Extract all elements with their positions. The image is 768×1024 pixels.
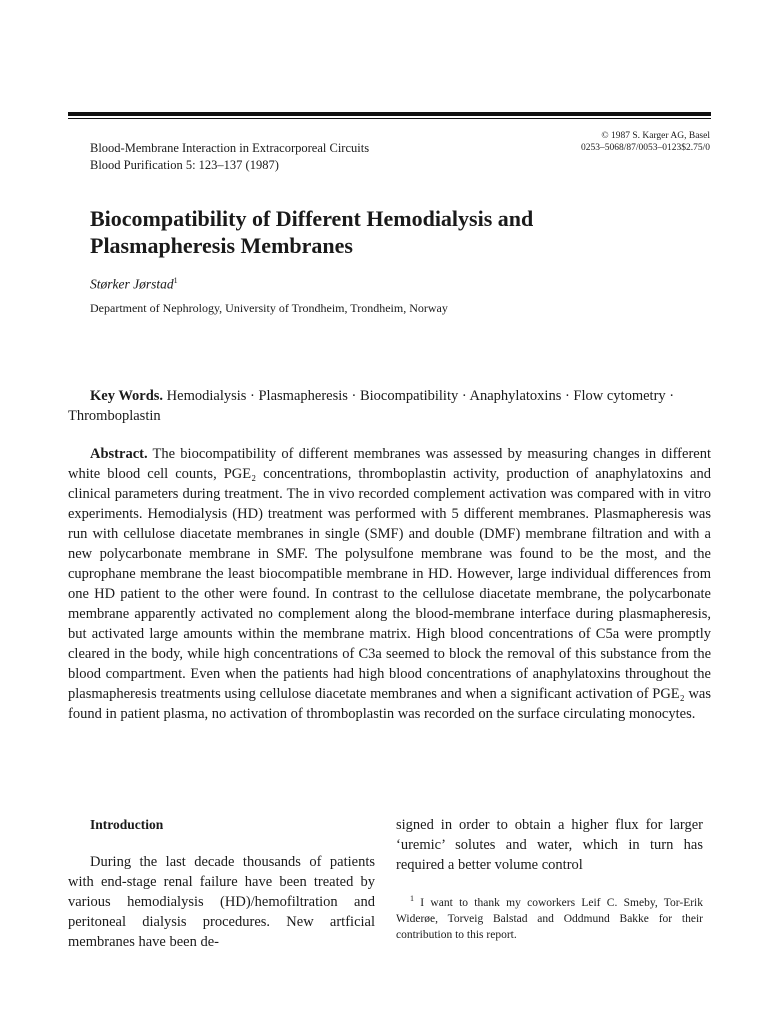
introduction-continuation: signed in order to obtain a higher flux for larger ‘uremic’ solutes and water, which in turn has required a better volume control: [396, 817, 703, 873]
author-footnote-mark: 1: [173, 276, 178, 285]
top-rule-thin: [68, 118, 711, 119]
right-column: [396, 815, 703, 943]
section-heading-introduction: Introduction: [90, 817, 164, 832]
author-name: Størker Jørstad: [90, 276, 174, 292]
abstract-label: Abstract.: [90, 446, 148, 462]
article-title: Biocompatibility of Different Hemodialysis and Plasmapheresis Membranes: [90, 206, 534, 258]
journal-citation: Blood Purification 5: 123–137 (1987): [90, 158, 279, 172]
left-column: [68, 815, 375, 952]
article-code: 0253–5068/87/0053–0123$2.75/0: [580, 143, 710, 153]
keywords-label: Key Words.: [90, 388, 164, 404]
keywords-text: Hemodialysis · Plasmapheresis · Biocompatibility · Anaphylatoxins · Flow cytometry · Thromboplastin: [68, 388, 675, 424]
journal-header: [90, 140, 369, 174]
footnote-mark: 1: [410, 894, 414, 903]
journal-series: Blood-Membrane Interaction in Extracorporeal Circuits: [90, 141, 370, 155]
footnote-text: I want to thank my coworkers Leif C. Smeby, Tor-Erik Widerøe, Torveig Balstad and Oddmund Bakke for their contribution to this report.: [396, 896, 703, 941]
top-rule-thick: [68, 112, 711, 116]
keywords-paragraph: [68, 386, 711, 426]
copyright-notice: © 1987 S. Karger AG, Basel: [601, 131, 710, 141]
author-affiliation: Department of Nephrology, University of Trondheim, Trondheim, Norway: [90, 301, 448, 315]
author-line: [90, 276, 178, 293]
footnote: [396, 891, 703, 943]
abstract-paragraph: [68, 444, 711, 724]
copyright-block: [581, 130, 710, 154]
introduction-paragraph: During the last decade thousands of patients with end-stage renal failure have been treated by various hemodialysis (HD)/hemofiltration and peritoneal dialysis procedures. New artficial membranes have been de-: [68, 854, 375, 950]
abstract-text: The biocompatibility of different membranes was assessed by measuring changes in different white blood cell counts, PGE₂ concentrations, thromboplastin activity, production of anaphylatoxins and clinical parameters during treatment. The in vivo recorded complement activation was compared with in vitro experiments. Hemodialysis (HD) treatment was performed with 5 different membranes. Plasmapheresis was run with cellulose diacetate membranes in single (SMF) and double (DMF) membrane filtration and with a new polycarbonate membrane in SMF. The polysulfone membrane was found to be the most, and the cuprophane membrane the least biocompatible membrane in HD. However, large individual differences from one HD patient to the other were found. In contrast to the cellulose diacetate membrane, the polycarbonate membrane apparently activated no complement along the blood-membrane interface during plasmapheresis, but activated large amounts within the membrane matrix. High blood concentrations of C5a were promptly cleared in the body, while high concentrations of C3a seemed to block the removal of this substance from the blood compartment. Even when the patients had high blood concentrations of anaphylatoxins throughout the plasmapheresis treatments using cellulose diacetate membranes and when a significant activation of PGE₂ was found in patient plasma, no activation of thromboplastin was recorded on the surface circulating monocytes.: [68, 446, 711, 722]
